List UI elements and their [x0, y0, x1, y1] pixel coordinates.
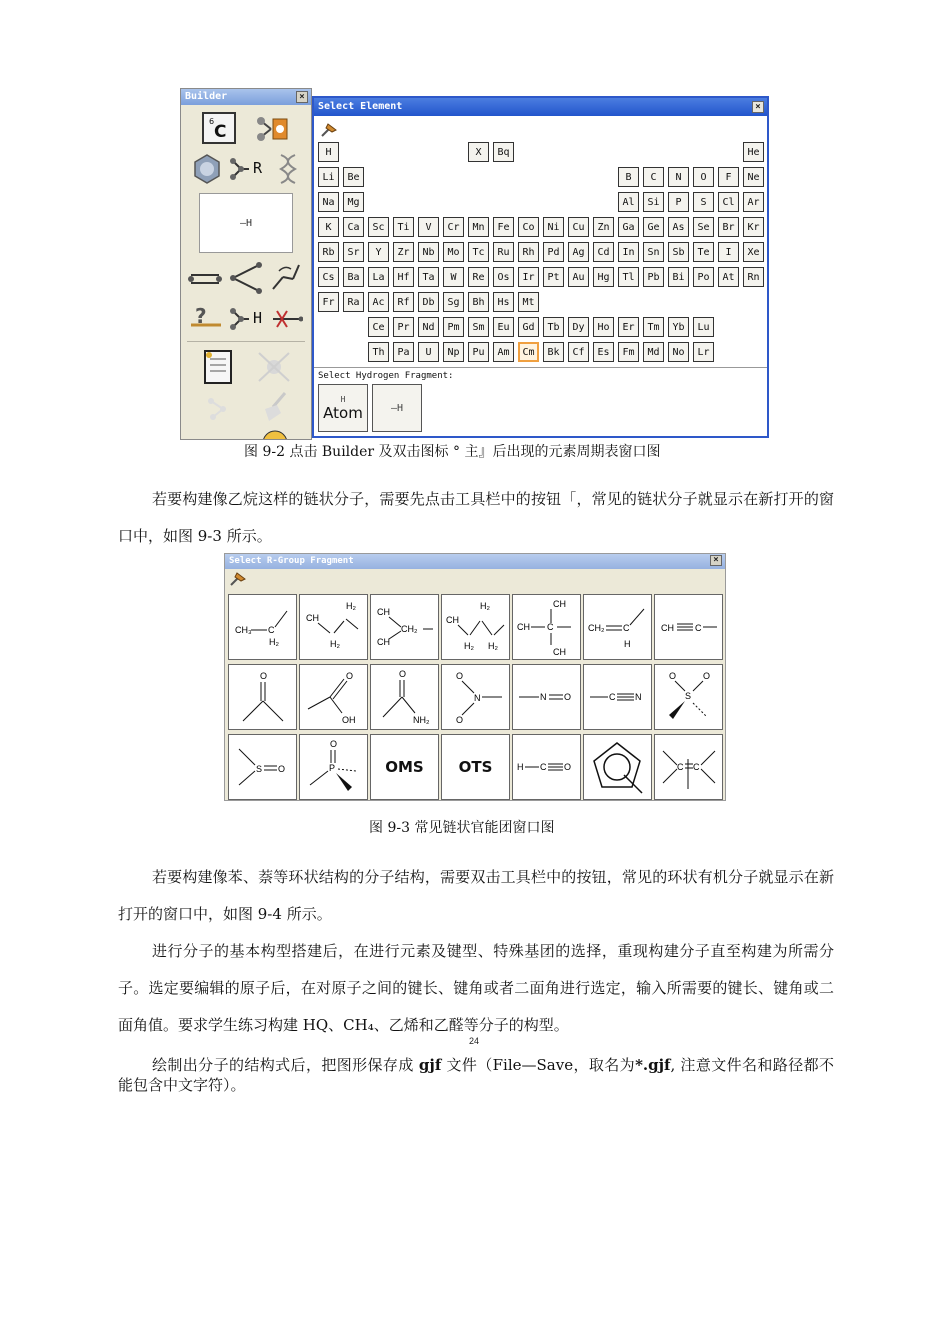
hydrogen-atom-label: Atom — [323, 403, 363, 422]
fragment-tert-butyl[interactable] — [512, 594, 581, 660]
element-button[interactable]: Rn — [743, 267, 764, 287]
element-button[interactable]: Mt — [518, 292, 539, 312]
element-button[interactable]: Ce — [368, 317, 389, 337]
select-element-close-button[interactable]: × — [752, 101, 764, 113]
element-button[interactable]: Ti — [393, 217, 414, 237]
element-button[interactable]: Am — [493, 342, 514, 362]
element-button[interactable]: Ra — [343, 292, 364, 312]
builder-title-bar — [181, 89, 311, 105]
hydrogen-separator — [314, 367, 767, 368]
fragment-vinyl[interactable] — [583, 594, 652, 660]
fragment-isopropyl[interactable] — [370, 594, 439, 660]
fragment-ketone[interactable] — [228, 664, 297, 730]
svg-text:N: N — [635, 692, 642, 702]
select-element-window — [312, 96, 769, 438]
fragment-amide[interactable] — [370, 664, 439, 730]
ring-fragment-icon — [253, 113, 293, 145]
svg-text:O: O — [330, 739, 338, 749]
element-button[interactable]: Ge — [643, 217, 664, 237]
bond-angle-tool-button[interactable] — [229, 261, 265, 295]
element-button[interactable]: Hf — [393, 267, 414, 287]
element-button[interactable]: Cl — [718, 192, 739, 212]
element-button[interactable]: V — [418, 217, 439, 237]
element-button[interactable]: Co — [518, 217, 539, 237]
nitro-structure — [442, 665, 509, 729]
element-button[interactable]: Au — [568, 267, 589, 287]
svg-text:CH: CH — [446, 615, 459, 625]
question-icon — [189, 303, 223, 333]
element-button[interactable]: Fr — [318, 292, 339, 312]
svg-text:CH: CH — [377, 637, 390, 647]
isopropyl-structure — [371, 595, 438, 659]
fragment-ethyl[interactable] — [228, 594, 297, 660]
element-button[interactable]: As — [668, 217, 689, 237]
help-icon — [261, 429, 289, 440]
element-button[interactable]: Ru — [493, 242, 514, 262]
pin-icon[interactable] — [320, 122, 338, 142]
element-button[interactable]: F — [718, 167, 739, 187]
element-button[interactable]: Cr — [443, 217, 464, 237]
svg-text:H₂: H₂ — [330, 639, 340, 649]
element-button[interactable]: Ir — [518, 267, 539, 287]
element-button[interactable]: Md — [643, 342, 664, 362]
element-button[interactable]: Te — [693, 242, 714, 262]
fragment-alkene-tetrasub[interactable] — [654, 734, 723, 800]
propyl-structure — [300, 595, 367, 659]
paragraph-build-instructions: 进行分子的基本构型搭建后，在进行元素及键型、特殊基团的选择，重现构建分子直至构建为所需分子。选定要编辑的原子后，在对原子之间的键长、键角或者二面角进行选定，输入所需要的键长、键角或二面角值。要求学生练习构建 HQ、CH₄、乙烯和乙醛等分子的构型。 — [118, 942, 834, 1034]
element-button[interactable]: Es — [593, 342, 614, 362]
element-button[interactable]: Pa — [393, 342, 414, 362]
element-button[interactable]: Sr — [343, 242, 364, 262]
element-button[interactable]: Zn — [593, 217, 614, 237]
hydrogen-atom-button[interactable] — [318, 384, 368, 432]
element-button[interactable]: Se — [693, 217, 714, 237]
fragment-formyl[interactable] — [512, 734, 581, 800]
fragment-butyl[interactable] — [441, 594, 510, 660]
element-button[interactable]: Sb — [668, 242, 689, 262]
element-button[interactable]: Na — [318, 192, 339, 212]
benzene-icon — [191, 153, 223, 185]
broom-icon — [255, 389, 293, 425]
element-button[interactable]: Sn — [643, 242, 664, 262]
svg-text:S: S — [256, 764, 263, 774]
ots-label: OTS — [458, 758, 493, 776]
element-button[interactable]: Rf — [393, 292, 414, 312]
sulfoxide-structure — [229, 735, 296, 799]
svg-text:C: C — [214, 122, 227, 142]
element-button[interactable]: Rb — [318, 242, 339, 262]
fragment-sulfonyl[interactable] — [654, 664, 723, 730]
fragment-propyl[interactable] — [299, 594, 368, 660]
alkene-structure — [655, 735, 722, 799]
element-button[interactable]: Ba — [343, 267, 364, 287]
svg-text:O: O — [564, 762, 572, 772]
element-button[interactable]: Cu — [568, 217, 589, 237]
element-button[interactable]: Ca — [343, 217, 364, 237]
element-button[interactable]: Yb — [668, 317, 689, 337]
element-button[interactable]: Bh — [468, 292, 489, 312]
svg-text:C: C — [623, 623, 630, 633]
element-button[interactable]: Ga — [618, 217, 639, 237]
svg-text:O: O — [456, 671, 464, 681]
paragraph-ring-molecules: 若要构建像苯、萘等环状结构的分子结构，需要双击工具栏中的按钮，常见的环状有机分子就显示在新打开的窗口中，如图 9-4 所示。 — [118, 868, 834, 923]
benzene-tool-button[interactable] — [191, 153, 223, 185]
svg-text:P: P — [329, 763, 336, 773]
save-text-1: 绘制出分子的结构式后，把图形保存成 — [152, 1056, 419, 1074]
element-button[interactable]: Ag — [568, 242, 589, 262]
element-button[interactable]: Si — [643, 192, 664, 212]
element-button[interactable]: Tc — [468, 242, 489, 262]
builder-fragment-preview[interactable]: —H — [199, 193, 293, 253]
element-button[interactable]: Bi — [668, 267, 689, 287]
element-button[interactable]: Pu — [468, 342, 489, 362]
element-button[interactable]: No — [668, 342, 689, 362]
fragment-oms[interactable] — [370, 734, 439, 800]
element-button[interactable]: Hg — [593, 267, 614, 287]
svg-text:S: S — [685, 691, 692, 701]
element-button[interactable]: Sm — [468, 317, 489, 337]
butyl-structure — [442, 595, 509, 659]
bond-angle-icon — [229, 261, 265, 295]
svg-text:O: O — [278, 764, 286, 774]
symmetrize-tool-button[interactable] — [255, 349, 293, 385]
element-button[interactable]: Sc — [368, 217, 389, 237]
element-button[interactable]: X — [468, 142, 489, 162]
element-button[interactable]: He — [743, 142, 764, 162]
element-button[interactable]: At — [718, 267, 739, 287]
element-button[interactable]: Ho — [593, 317, 614, 337]
r-group-title: Select R-Group Fragment — [229, 556, 354, 566]
fragment-carboxyl[interactable] — [299, 664, 368, 730]
element-button[interactable]: I — [718, 242, 739, 262]
element-button[interactable]: Re — [468, 267, 489, 287]
svg-text:CH: CH — [517, 622, 530, 632]
svg-text:C: C — [547, 622, 554, 632]
element-button[interactable]: W — [443, 267, 464, 287]
element-button[interactable]: Os — [493, 267, 514, 287]
element-button[interactable]: Fm — [618, 342, 639, 362]
svg-text:H: H — [517, 762, 524, 772]
r-group-label: R — [253, 159, 263, 177]
svg-text:H₂: H₂ — [488, 641, 498, 651]
element-button[interactable]: Gd — [518, 317, 539, 337]
svg-text:CH₂: CH₂ — [401, 624, 418, 634]
svg-text:OH: OH — [342, 715, 356, 725]
element-button[interactable]: Th — [368, 342, 389, 362]
svg-text:O: O — [399, 669, 407, 679]
bond-length-icon — [187, 267, 223, 291]
element-button[interactable]: Lu — [693, 317, 714, 337]
broom-tool-button[interactable] — [255, 389, 293, 425]
sulfonyl-structure — [655, 665, 722, 729]
svg-text:O: O — [346, 671, 354, 681]
svg-text:CH₃: CH₃ — [235, 625, 252, 635]
element-button[interactable]: Db — [418, 292, 439, 312]
dna-tool-button[interactable] — [277, 153, 299, 185]
carboxyl-structure — [300, 665, 367, 729]
dihedral-tool-button[interactable] — [269, 261, 303, 295]
builder-close-button[interactable]: × — [296, 91, 308, 103]
element-button[interactable]: Li — [318, 167, 339, 187]
element-button[interactable]: Mn — [468, 217, 489, 237]
element-button[interactable]: K — [318, 217, 339, 237]
tert-butyl-structure — [513, 595, 580, 659]
svg-text:C: C — [540, 762, 547, 772]
vinyl-structure — [584, 595, 651, 659]
element-button[interactable]: Eu — [493, 317, 514, 337]
hydrogen-fragment-label: Select Hydrogen Fragment: — [318, 371, 454, 381]
element-button[interactable]: Ne — [743, 167, 764, 187]
svg-text:C: C — [695, 623, 702, 633]
element-button[interactable]: Fe — [493, 217, 514, 237]
element-tool-button[interactable] — [201, 111, 237, 145]
element-button[interactable]: Pd — [543, 242, 564, 262]
element-button[interactable]: Pb — [643, 267, 664, 287]
element-button[interactable]: Ac — [368, 292, 389, 312]
element-button[interactable]: Al — [618, 192, 639, 212]
element-button[interactable]: Pr — [393, 317, 414, 337]
r-group-window — [224, 553, 726, 801]
element-button[interactable]: Mo — [443, 242, 464, 262]
element-button[interactable]: Po — [693, 267, 714, 287]
delete-atom-tool-button[interactable] — [271, 307, 303, 331]
select-element-title: Select Element — [318, 101, 403, 112]
svg-text:C: C — [677, 762, 684, 772]
fragment-phosphoryl[interactable] — [299, 734, 368, 800]
gjf-pattern: *.gjf — [635, 1056, 671, 1074]
element-button[interactable]: Tl — [618, 267, 639, 287]
figure-9-3-caption: 图 9-3 常见链状官能团窗口图 — [369, 820, 555, 836]
element-button[interactable]: Ni — [543, 217, 564, 237]
inquire-tool-button[interactable] — [189, 303, 223, 333]
formyl-structure — [513, 735, 580, 799]
element-icon — [201, 111, 237, 145]
element-button[interactable]: Np — [443, 342, 464, 362]
svg-text:CH: CH — [377, 607, 390, 617]
element-button[interactable]: Cs — [318, 267, 339, 287]
svg-text:O: O — [260, 671, 268, 681]
element-button[interactable]: Nd — [418, 317, 439, 337]
figure-9-2-caption: 图 9-2 点击 Builder 及双击图标 ° 主』后出现的元素周期表窗口图 — [244, 444, 661, 460]
ethynyl-structure — [655, 595, 722, 659]
svg-text:CH: CH — [661, 623, 674, 633]
element-button[interactable]: Xe — [743, 242, 764, 262]
hydrogen-atom-symbol: H — [340, 394, 346, 404]
svg-text:CH₂: CH₂ — [588, 623, 605, 633]
nitroso-structure — [513, 665, 580, 729]
starburst-icon — [255, 349, 293, 385]
ring-fragment-tool-button[interactable] — [253, 113, 293, 145]
gjf-term: gjf — [418, 1056, 442, 1074]
element-button[interactable]: H — [318, 142, 339, 162]
builder-title: Builder — [185, 91, 228, 102]
add-hydrogen-label: H — [253, 309, 263, 327]
fragment-nitroso[interactable] — [512, 664, 581, 730]
r-group-title-bar — [225, 554, 725, 569]
hydrogen-fragment-symbol: —H — [390, 402, 404, 414]
hydrogen-fragment-button[interactable] — [372, 384, 422, 432]
element-button[interactable]: Mg — [343, 192, 364, 212]
element-button[interactable]: Cd — [593, 242, 614, 262]
svg-text:C: C — [268, 625, 275, 635]
element-button[interactable]: Bq — [493, 142, 514, 162]
delete-atom-icon — [271, 307, 303, 331]
fragment-cyclopentadienyl[interactable] — [583, 734, 652, 800]
molecule-faded-icon — [199, 389, 237, 425]
svg-text:H₂: H₂ — [269, 637, 279, 647]
svg-text:H₂: H₂ — [464, 641, 474, 651]
svg-text:CH: CH — [553, 647, 566, 657]
svg-text:O: O — [564, 692, 572, 702]
element-button[interactable]: Tm — [643, 317, 664, 337]
svg-text:6: 6 — [209, 117, 215, 126]
svg-text:NH₂: NH₂ — [413, 715, 430, 725]
fragment-ethynyl[interactable] — [654, 594, 723, 660]
svg-text:H₂: H₂ — [346, 601, 356, 611]
element-button[interactable]: Ta — [418, 267, 439, 287]
nitrile-structure — [584, 665, 651, 729]
element-button[interactable]: Tb — [543, 317, 564, 337]
svg-text:N: N — [540, 692, 547, 702]
svg-text:?: ? — [195, 304, 207, 328]
svg-text:H: H — [624, 639, 631, 649]
select-element-title-bar — [314, 98, 767, 116]
element-button[interactable]: Nb — [418, 242, 439, 262]
element-button[interactable]: B — [618, 167, 639, 187]
element-button[interactable]: Y — [368, 242, 389, 262]
fragment-ots[interactable] — [441, 734, 510, 800]
element-button[interactable]: N — [668, 167, 689, 187]
r-group-tool-button[interactable] — [227, 155, 267, 183]
element-button[interactable]: O — [693, 167, 714, 187]
element-button[interactable]: Cf — [568, 342, 589, 362]
svg-text:O: O — [703, 671, 711, 681]
svg-text:O: O — [456, 715, 464, 725]
element-button[interactable]: Rh — [518, 242, 539, 262]
element-button[interactable]: Sg — [443, 292, 464, 312]
builder-separator — [187, 341, 305, 342]
element-button[interactable]: Dy — [568, 317, 589, 337]
document-icon — [199, 349, 237, 385]
help-tool-button[interactable] — [261, 429, 289, 440]
fragment-nitrile[interactable] — [583, 664, 652, 730]
element-button[interactable]: La — [368, 267, 389, 287]
ethyl-structure — [229, 595, 296, 659]
paragraph-save-file — [118, 1055, 834, 1095]
element-button[interactable]: S — [693, 192, 714, 212]
element-button[interactable]: Er — [618, 317, 639, 337]
element-button[interactable]: Be — [343, 167, 364, 187]
element-button[interactable]: Lr — [693, 342, 714, 362]
element-button[interactable]: Br — [718, 217, 739, 237]
element-button[interactable]: In — [618, 242, 639, 262]
element-button[interactable]: P — [668, 192, 689, 212]
element-button[interactable]: Zr — [393, 242, 414, 262]
svg-text:C: C — [693, 762, 700, 772]
cyclopentadienyl-structure — [584, 735, 651, 799]
svg-text:N: N — [474, 693, 481, 703]
amide-structure — [371, 665, 438, 729]
save-text-3: , 注意文件名和路径都不能包含中文字符）。 — [118, 1056, 834, 1094]
paragraph-chain-molecules: 若要构建像乙烷这样的链状分子，需要先点击工具栏中的按钮「，常见的链状分子就显示在新打开的窗口中，如图 9-3 所示。 — [118, 490, 834, 545]
element-button[interactable]: Cm — [518, 342, 539, 362]
svg-text:CH: CH — [306, 613, 319, 623]
element-button[interactable]: Ar — [743, 192, 764, 212]
bond-length-tool-button[interactable] — [187, 267, 223, 291]
svg-text:H₂: H₂ — [480, 601, 490, 611]
svg-text:CH: CH — [553, 599, 566, 609]
add-hydrogen-tool-button[interactable] — [227, 305, 267, 333]
clean-tool-button[interactable] — [199, 349, 237, 385]
mirror-tool-button[interactable] — [199, 389, 237, 425]
element-button[interactable]: Hs — [493, 292, 514, 312]
element-button[interactable]: Pm — [443, 317, 464, 337]
builder-window — [180, 88, 312, 440]
oms-label: OMS — [385, 758, 424, 776]
element-button[interactable]: Pt — [543, 267, 564, 287]
dihedral-icon — [269, 261, 303, 295]
phosphoryl-structure — [300, 735, 367, 799]
element-button[interactable]: Kr — [743, 217, 764, 237]
r-group-pin-icon[interactable] — [229, 571, 247, 591]
dna-helix-icon — [277, 153, 299, 185]
fragment-sulfoxide[interactable] — [228, 734, 297, 800]
element-button[interactable]: Bk — [543, 342, 564, 362]
page-number: 24 — [469, 1036, 480, 1046]
element-button[interactable]: U — [418, 342, 439, 362]
r-group-close-button[interactable]: × — [710, 555, 722, 566]
fragment-nitro[interactable] — [441, 664, 510, 730]
element-button[interactable]: C — [643, 167, 664, 187]
svg-text:C: C — [609, 692, 616, 702]
save-text-2: 文件（File—Save，取名为 — [441, 1056, 636, 1074]
svg-text:O: O — [669, 671, 677, 681]
ketone-structure — [229, 665, 296, 729]
